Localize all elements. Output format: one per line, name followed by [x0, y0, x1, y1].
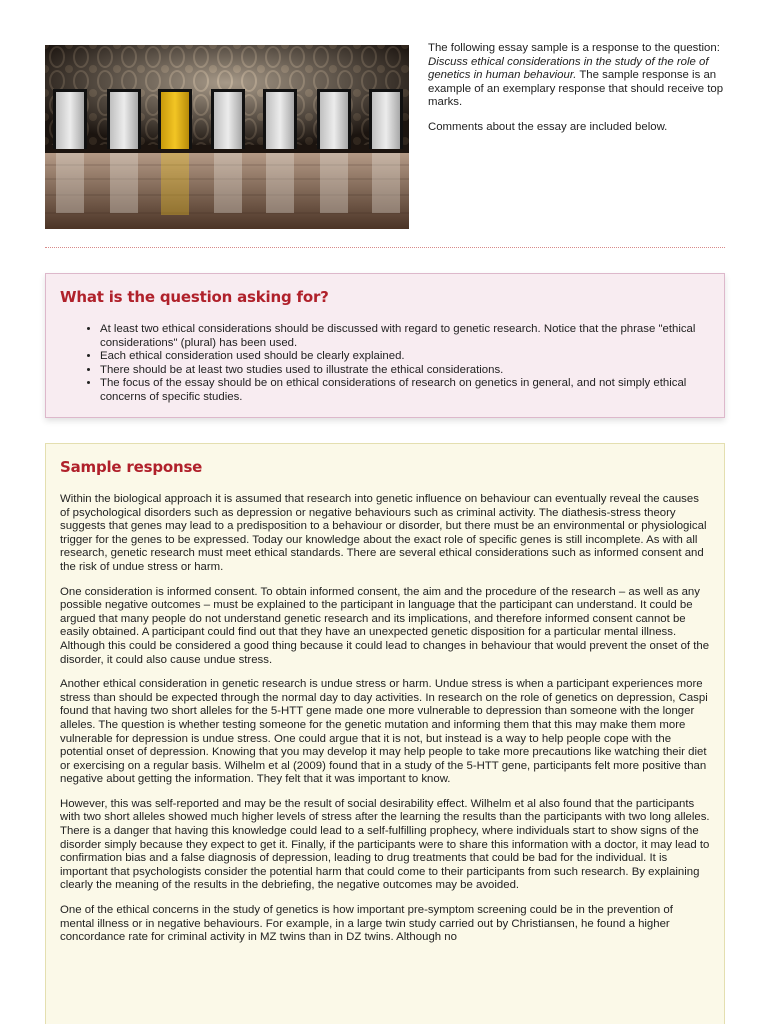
essay-paragraph: However, this was self-reported and may be the result of social desirability effect. Wilhelm et al also found that the participants with two short alleles showed much higher levels of stress after the learning the results than the participants with two long alleles. There is a danger that having this knowledge could lead to a self-fulfilling prophecy, where individuals start to show signs of the disorder simply because they expect to get it. Finally, if the participants were to share this information with a doctor, it may lead to confirmation bias and a false diagnosis of depression, leading to drug treatments that could be bad for the individual. It is important that psychologists consider the potential harm that could come to their participants from such research. By explaining clearly the meaning of the results in the debriefing, the negative outcomes may be avoided. [60, 797, 710, 892]
intro-text [428, 42, 728, 146]
hero-image-doors [45, 45, 409, 229]
essay-question: Discuss ethical considerations in the study of the role of genetics in human behaviour. [428, 55, 709, 82]
question-box-heading: What is the question asking for? [60, 288, 329, 306]
section-divider [45, 247, 725, 248]
doors-illustration [45, 45, 409, 229]
essay-paragraph: Another ethical consideration in genetic research is undue stress or harm. Undue stress is when a participant experiences more stress than should be expected through the normal day to day activities. In research on the role of genetics on depression, Caspi found that having two short alleles for the 5-HTT gene made one more vulnerable to depression than someone with the longer alleles. The question is whether testing someone for the genetic mutation and informing them that this may make them more vulnerable for depression is undue stress. One could argue that it is not, but instead is a way to help people cope with the potential onset of depression. Knowing that you may develop it may help people to take more precautions like watching their diet or exercising on a regular basis. Wilhelm et al (2009) found that in a study of the 5-HTT gene, participants felt more positive than negative about getting the information. They felt that it was important to know. [60, 678, 708, 786]
intro-text-before: The following essay sample is a response to the question: [428, 42, 720, 54]
list-item: • There should be at least two studies used to illustrate the ethical considerations. [100, 364, 710, 378]
sample-response-heading: Sample response [60, 458, 203, 476]
intro-text-after: The sample response is an example of an exemplary response that should receive top marks. [428, 69, 724, 109]
list-item: • The focus of the essay should be on ethical considerations of research on genetics in general, and not simply ethical concerns of specific studies. [100, 377, 710, 404]
intro-paragraph [428, 42, 728, 110]
question-box [45, 273, 725, 418]
list-item: • Each ethical consideration used should be clearly explained. [100, 350, 710, 364]
requirements-list [100, 323, 710, 405]
comments-note: Comments about the essay are included below. [428, 120, 668, 133]
essay-paragraph: One of the ethical concerns in the study of genetics is how important pre-symptom screening could be in the prevention of mental illness or in negative behaviours. For example, in a large twin study carried out by Christiansen, he found a higher concordance rate for criminal activity in MZ twins than in DZ twins. Although no [60, 904, 673, 944]
list-item: • At least two ethical considerations should be discussed with regard to genetic research. Notice that the phrase "ethical considerations" (plural) has been used. [100, 323, 710, 350]
essay-paragraph: One consideration is informed consent. To obtain informed consent, the aim and the procedure of the research – as well as any possible negative outcomes – must be explained to the participant in language that the participant can understand. It could be argued that many people do not understand genetic research and its implications, and therefore informed consent cannot be easily obtained. A participant could find out that they have an unexpected genetic disposition for a particular mental illness. Although this could be considered a good thing because it could lead to changes in behaviour that would prevent the onset of the disorder, it could also cause undue stress. [60, 585, 710, 666]
essay-paragraph: Within the biological approach it is assumed that research into genetic influence on behaviour can eventually reveal the causes of psychological disorders such as depression or negative behaviours such as criminal activity. The diathesis-stress theory suggests that genes may lead to a predisposition to a behaviour or disorder, but there must be an environmental or physiological trigger for the genes to be expressed. Today our knowledge about the exact role of specific genes is still incomplete. As with all research, genetic research must meet ethical standards. There are several ethical considerations such as informed consent and the risk of undue stress or harm. [60, 493, 707, 573]
sample-response-box [45, 443, 725, 1024]
